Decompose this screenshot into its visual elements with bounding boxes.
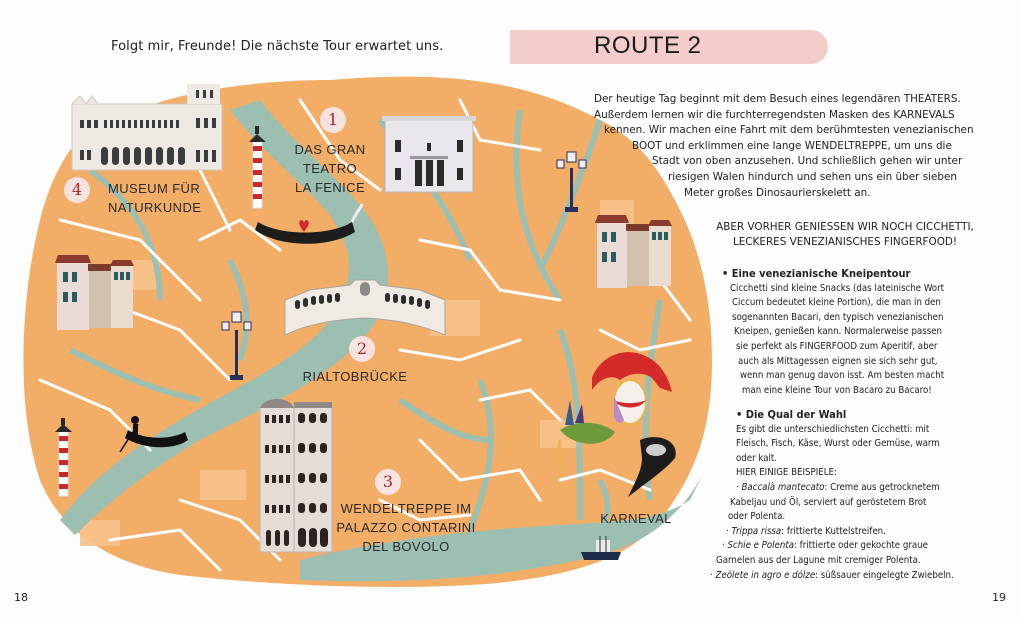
text-line: Es gibt die unterschiedlichsten Cicchetti: mit: [736, 423, 930, 435]
label-line: MUSEUM FÜR: [108, 181, 201, 196]
text-line: Cicchetti sind kleine Snacks (das lateinische Wort: [730, 282, 945, 294]
text-line: Garnelen aus der Lagune mit cremiger Polenta.: [716, 554, 921, 566]
label-line: TEATRO: [302, 161, 358, 176]
museum-building-illustration: [72, 84, 222, 170]
example-baccala: · Baccalà mantecato: Creme aus getrocknetem: [736, 481, 940, 493]
route-banner: [510, 30, 828, 64]
section-heading: • Eine venezianische Kneipentour: [722, 267, 911, 280]
text-line: BOOT und erklimmen eine lange WENDELTREPPE, um uns die: [632, 139, 952, 152]
text-line: Meter großes Dinosaurierskelett an.: [684, 186, 871, 199]
bovolo-tower-illustration: [260, 399, 332, 552]
section-heading: • Die Qual der Wahl: [736, 408, 847, 421]
text-line: kennen. Wir machen eine Fahrt mit dem berühmtesten venezianischen: [604, 124, 974, 137]
text-line: riesigen Walen hindurch und sehen uns ein über sieben: [668, 170, 957, 183]
stop-number-2: 2: [349, 336, 375, 362]
text-line: oder Polenta.: [728, 511, 786, 523]
text-line: man eine kleine Tour von Bacaro zu Bacaro!: [742, 384, 932, 396]
la-fenice-building-illustration: [382, 116, 476, 192]
cicchetti-callout: [700, 220, 990, 250]
text-line: Ciccum bedeutet kleine Portion), die man in den: [732, 297, 941, 309]
example-text: : frittierte oder gekochte graue: [794, 540, 928, 552]
stop-number-1: 1: [320, 107, 346, 133]
karneval-label: KARNEVAL: [600, 511, 672, 526]
text-line: auch als Mittagessen eignen sie sich sehr gut,: [738, 355, 938, 367]
venetian-houses-illustration: [55, 255, 134, 330]
example-name: Trippa rissa: [731, 525, 782, 537]
venetian-houses-illustration: [595, 215, 672, 288]
text-line: LECKERES VENEZIANISCHES FINGERFOOD!: [732, 236, 958, 248]
example-schie: · Schie e Polenta: frittierte oder gekochte graue: [722, 540, 928, 552]
text-line: Fleisch, Fisch, Käse, Wurst oder Gemüse, warm: [736, 438, 940, 450]
example-name: Schie e Polenta: [727, 540, 795, 552]
label-line: LA FENICE: [294, 180, 366, 195]
text-line: Stadt von oben anzusehen. Und schließlich gehen wir unter: [652, 155, 963, 168]
intro-text: Folgt mir, Freunde! Die nächste Tour erwartet uns.: [111, 39, 444, 54]
page-number-left: 18: [14, 591, 28, 604]
example-text: : süßsauer eingelegte Zwiebeln.: [815, 569, 954, 581]
text-line: HIER EINIGE BEISPIELE:: [736, 467, 837, 479]
route-title: ROUTE 2: [594, 32, 702, 59]
text-line: wenn man genug davon isst. Am besten macht: [740, 370, 945, 382]
example-text: : frittierte Kuttelstreifen.: [781, 525, 886, 537]
section-kneipentour: [722, 267, 944, 398]
intro-paragraph: [580, 92, 980, 201]
text-line: sogenannten Bacari, den typisch venezianischen: [732, 311, 944, 323]
text-line: Außerdem lernen wir die furchterregendsten Masken des KARNEVALS: [594, 108, 955, 121]
label-line: PALAZZO CONTARINI: [336, 520, 476, 535]
text-line: sie perfekt als FINGERFOOD zum Aperitif, aber: [736, 340, 938, 352]
page-number-right: 19: [992, 591, 1006, 604]
label-line: NATURKUNDE: [108, 200, 202, 215]
stop-label-la-fenice: [280, 140, 380, 197]
text-line: Kneipen, genießen kann. Normalerweise passen: [734, 326, 942, 338]
example-text: : Creme aus getrocknetem: [824, 481, 940, 493]
example-name: Baccalà mantecato: [741, 481, 825, 493]
stop-label-museum: [108, 179, 208, 217]
text-line: Der heutige Tag beginnt mit dem Besuch eines legendären THEATERS.: [594, 93, 961, 105]
stop-number-4: 4: [64, 177, 90, 203]
example-name: Zeólete in agro e dólze: [715, 569, 816, 581]
section-qual-der-wahl: [710, 408, 954, 583]
label-line: RIALTOBRÜCKE: [302, 369, 408, 384]
text-line: ABER VORHER GENIESSEN WIR NOCH CICCHETTI,: [716, 221, 974, 233]
label-line: WENDELTREPPE IM: [340, 501, 472, 516]
example-zeolete: · Zeólete in agro e dólze: süßsauer eingelegte Zwiebeln.: [710, 569, 954, 581]
example-trippa: · Trippa rissa: frittierte Kuttelstreifen.: [726, 525, 886, 537]
text-line: Kabeljau und Öl, serviert auf geröstetem Brot: [730, 496, 927, 508]
stop-number-3: 3: [375, 469, 401, 495]
label-line: DEL BOVOLO: [362, 539, 450, 554]
label-line: DAS GRAN: [294, 142, 366, 157]
stop-label-bovolo: [336, 499, 476, 556]
text-line: oder kalt.: [736, 452, 777, 464]
stop-label-rialto: [300, 367, 410, 386]
